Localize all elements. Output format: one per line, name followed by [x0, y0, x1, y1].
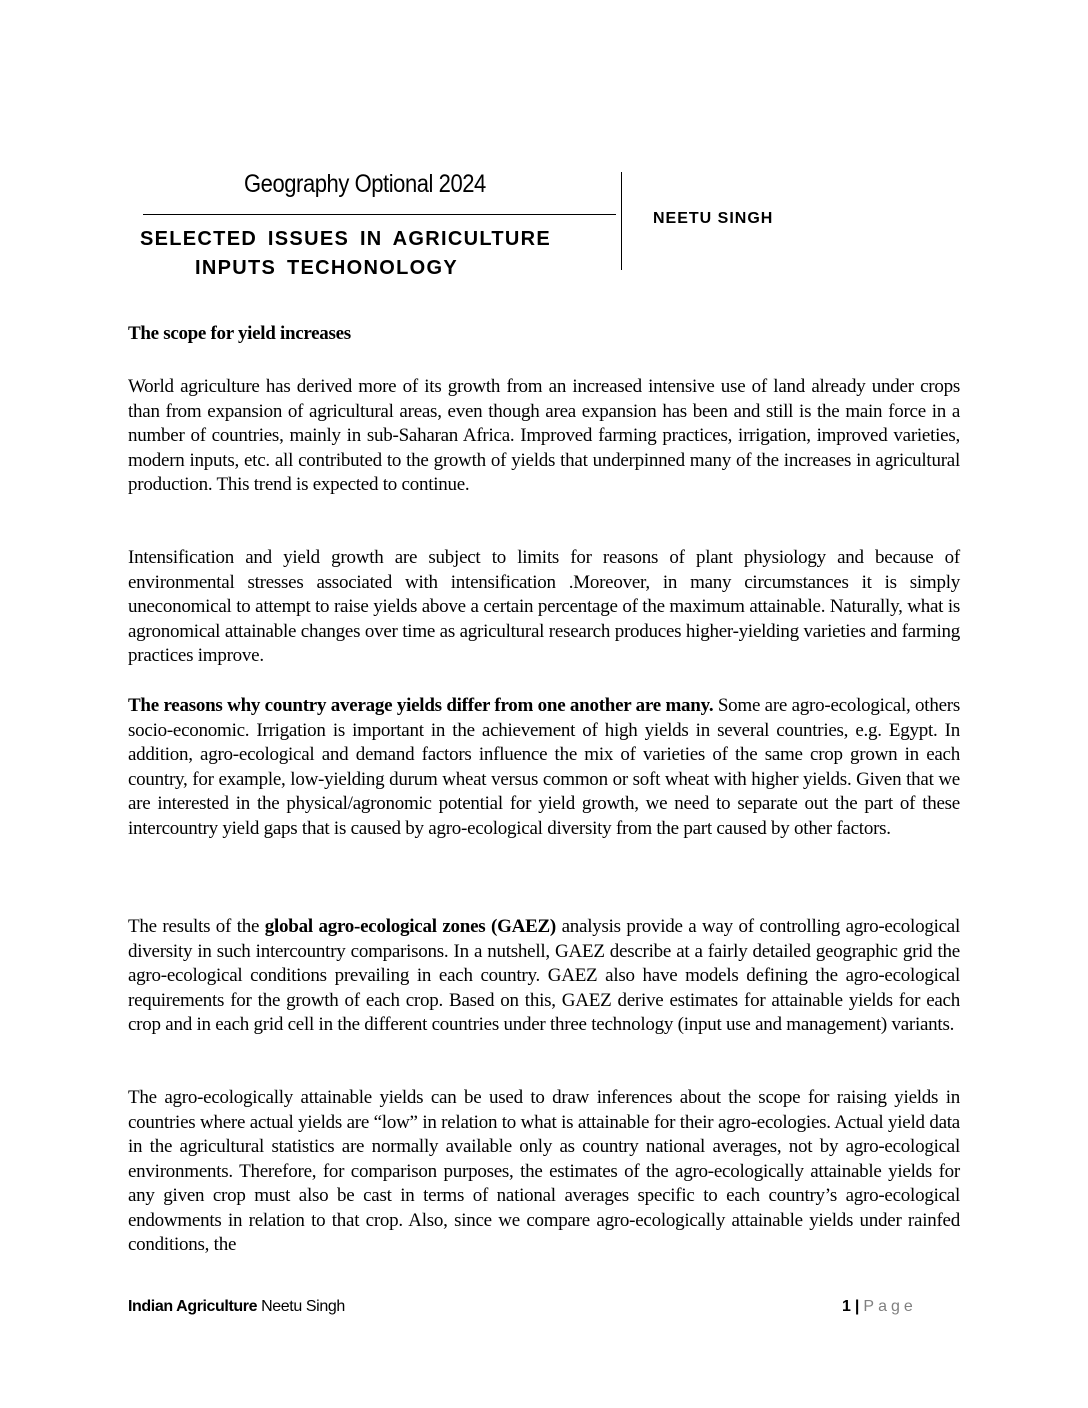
paragraph-3-bold-lead: The reasons why country average yields differ from one another are many. [128, 695, 714, 716]
header-vertical-divider [621, 172, 622, 270]
paragraph-4-text: analysis provide a way of controlling agro-ecological diversity in such intercountry comparisons. In a nutshell, GAEZ describe at a fairly detailed geographic grid the agro-ecological conditions prevailing in each country. GAEZ also have models defining the agro-ecological requirements for the growth of each crop. Based on this, GAEZ derive estimates for attainable yields for each crop and in each grid cell in the different countries under three technology (input use and management) variants. [128, 916, 960, 1035]
section-heading: The scope for yield increases [128, 323, 351, 344]
footer-left [128, 1298, 345, 1316]
footer-book-title: Indian Agriculture [128, 1298, 258, 1315]
paragraph-3 [128, 694, 960, 841]
paragraph-5: The agro-ecologically attainable yields can be used to draw inferences about the scope for raising yields in countries where actual yields are “low” in relation to what is attainable for their agro-ecologies. Actual yield data in the agricultural statistics are normally available only as country national averages, not by agro-ecological environments. Therefore, for comparison purposes, the estimates of the agro-ecologically attainable yields for any given crop must also be cast in terms of national averages specific to each country’s agro-ecological endowments in relation to that crop. Also, since we compare agro-ecologically attainable yields under rainfed conditions, the [128, 1087, 960, 1255]
page-label: Page [863, 1298, 917, 1315]
document-subtitle-line2: INPUTS TECHONOLOGY [195, 257, 458, 279]
paragraph-4-bold-term: global agro-ecological zones (GAEZ) [264, 916, 556, 937]
footer-author: Neetu Singh [257, 1298, 345, 1315]
footer-page-number [842, 1298, 917, 1316]
paragraph-1: World agriculture has derived more of its growth from an increased intensive use of land already under crops than from expansion of agricultural areas, even though area expansion has been and still is the main force in a number of countries, mainly in sub-Saharan Africa. Improved farming practices, irrigation, improved varieties, modern inputs, etc. all contributed to the growth of yields that underpinned many of the increases in agricultural production. This trend is expected to continue. [128, 376, 960, 495]
document-title: Geography Optional 2024 [244, 170, 486, 198]
page-separator: | [854, 1298, 860, 1315]
author-name: NEETU SINGH [653, 210, 774, 227]
page-number: 1 [842, 1298, 851, 1315]
document-subtitle-line1: SELECTED ISSUES IN AGRICULTURE [140, 228, 552, 250]
paragraph-3-text: Some are agro-ecological, others socio-economic. Irrigation is important in the achievement of high yields in several countries, e.g. Egypt. In addition, agro-ecological and demand factors influence the mix of varieties of the same crop grown in each country, for example, low-yielding durum wheat versus common or soft wheat with higher yields. Given that we are interested in the physical/agronomic potential for yield growth, we need to separate out the part of these intercountry yield gaps that is caused by agro-ecological diversity from the part caused by other factors. [128, 695, 960, 839]
paragraph-4-lead: The results of the [128, 916, 265, 937]
paragraph-4 [128, 915, 960, 1038]
paragraph-2: Intensification and yield growth are subject to limits for reasons of plant physiology and because of environmental stresses associated with intensification .Moreover, in many circumstances it is simply uneconomical to attempt to raise yields above a certain percentage of the maximum attainable. Naturally, what is agronomical attainable changes over time as agricultural research produces higher-yielding varieties and farming practices improve. [128, 547, 960, 666]
header-horizontal-rule [143, 214, 616, 215]
